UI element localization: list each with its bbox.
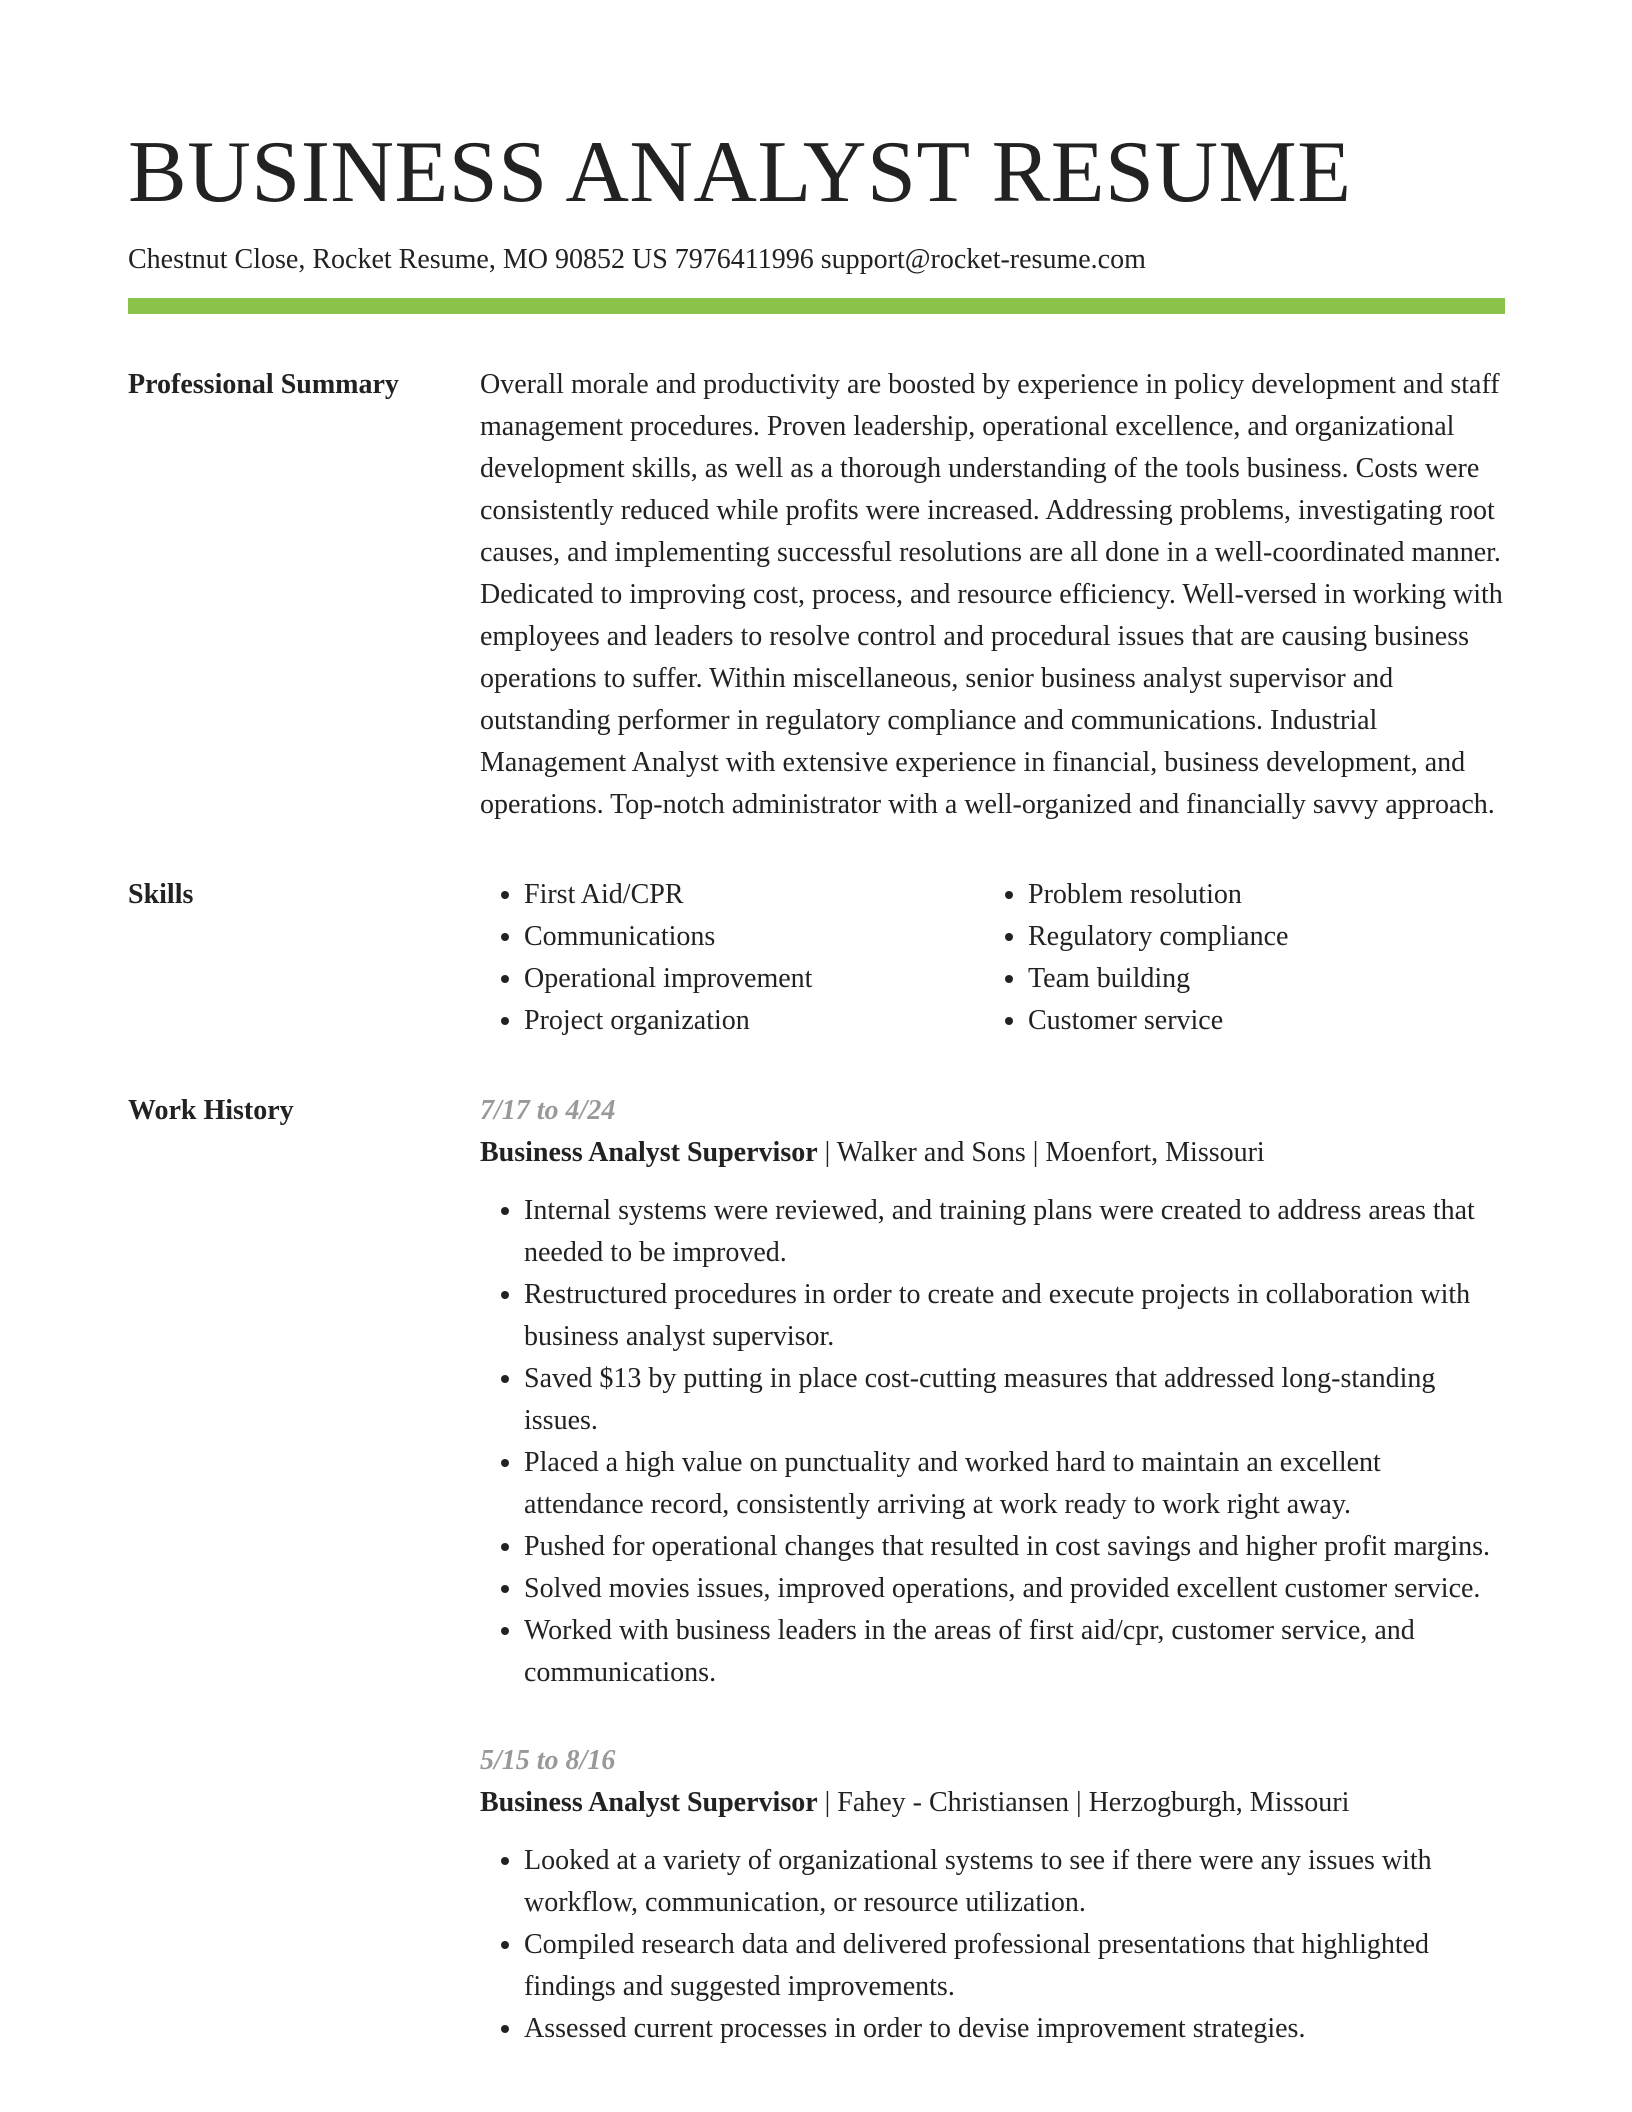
job-details: | Walker and Sons | Moenfort, Missouri [817, 1137, 1265, 1168]
skill-item: • First Aid/CPR [524, 874, 984, 916]
professional-summary-section [128, 364, 1505, 826]
job-bullet: • Placed a high value on punctuality and worked hard to maintain an excellent attendance record, consistently arriving at work ready to work right away. [524, 1442, 1505, 1526]
job-bullet: • Saved $13 by putting in place cost-cutting measures that addressed long-standing issues. [524, 1358, 1505, 1442]
job-bullet: • Solved movies issues, improved operations, and provided excellent customer service. [524, 1568, 1505, 1610]
skills-column-left [480, 874, 984, 1042]
section-heading: Work History [128, 1095, 294, 1126]
job-bullet: • Assessed current processes in order to devise improvement strategies. [524, 2008, 1505, 2050]
contact-line: Chestnut Close, Rocket Resume, MO 90852 US 7976411996 support@rocket-resume.com [128, 244, 1146, 275]
job-title: Business Analyst Supervisor [480, 1137, 818, 1168]
resume-title: BUSINESS ANALYST RESUME [128, 124, 1352, 221]
skills-column-right [984, 874, 1488, 1042]
job-bullet: • Pushed for operational changes that resulted in cost savings and higher profit margins. [524, 1526, 1505, 1568]
section-heading: Professional Summary [128, 369, 399, 400]
job-entry [480, 1090, 1505, 1694]
job-bullet: • Looked at a variety of organizational systems to see if there were any issues with workflow, communication, or resource utilization. [524, 1840, 1505, 1924]
skill-item: • Project organization [524, 1000, 984, 1042]
job-details: | Fahey - Christiansen | Herzogburgh, Missouri [817, 1787, 1350, 1818]
job-bullet: • Compiled research data and delivered professional presentations that highlighted findings and suggested improvements. [524, 1924, 1505, 2008]
skills-section [128, 874, 1505, 1042]
job-dates: 7/17 to 4/24 [480, 1095, 616, 1126]
job-bullet: • Worked with business leaders in the areas of first aid/cpr, customer service, and communications. [524, 1610, 1505, 1694]
header-divider [128, 298, 1505, 314]
job-dates: 5/15 to 8/16 [480, 1745, 616, 1776]
resume-page [128, 0, 1505, 2050]
job-bullet: • Internal systems were reviewed, and training plans were created to address areas that needed to be improved. [524, 1190, 1505, 1274]
job-title: Business Analyst Supervisor [480, 1787, 818, 1818]
skill-item: • Problem resolution [1028, 874, 1488, 916]
skill-item: • Customer service [1028, 1000, 1488, 1042]
job-bullets [480, 1190, 1505, 1694]
skill-item: • Regulatory compliance [1028, 916, 1488, 958]
skill-item: • Communications [524, 916, 984, 958]
job-entry [480, 1740, 1505, 2050]
summary-text: Overall morale and productivity are boosted by experience in policy development and staff management procedures. Proven leadership, operational excellence, and organizational development skills, as well as a thorough understanding of the tools business. Costs were consistently reduced while profits were increased. Addressing problems, investigating root causes, and implementing successful resolutions are all done in a well-coordinated manner. Dedicated to improving cost, process, and resource efficiency. Well-versed in working with employees and leaders to resolve control and procedural issues that are causing business operations to suffer. Within miscellaneous, senior business analyst supervisor and outstanding performer in regulatory compliance and communications. Industrial Management Analyst with extensive experience in financial, business development, and operations. Top-notch administrator with a well-organized and financially savvy approach. [480, 369, 1503, 820]
skills-grid [480, 874, 1505, 1042]
section-heading: Skills [128, 879, 194, 910]
skill-item: • Operational improvement [524, 958, 984, 1000]
job-heading [480, 1132, 1505, 1174]
job-bullets [480, 1840, 1505, 2050]
job-heading [480, 1782, 1505, 1824]
job-bullet: • Restructured procedures in order to create and execute projects in collaboration with business analyst supervisor. [524, 1274, 1505, 1358]
skill-item: • Team building [1028, 958, 1488, 1000]
work-history-section [128, 1090, 1505, 2050]
